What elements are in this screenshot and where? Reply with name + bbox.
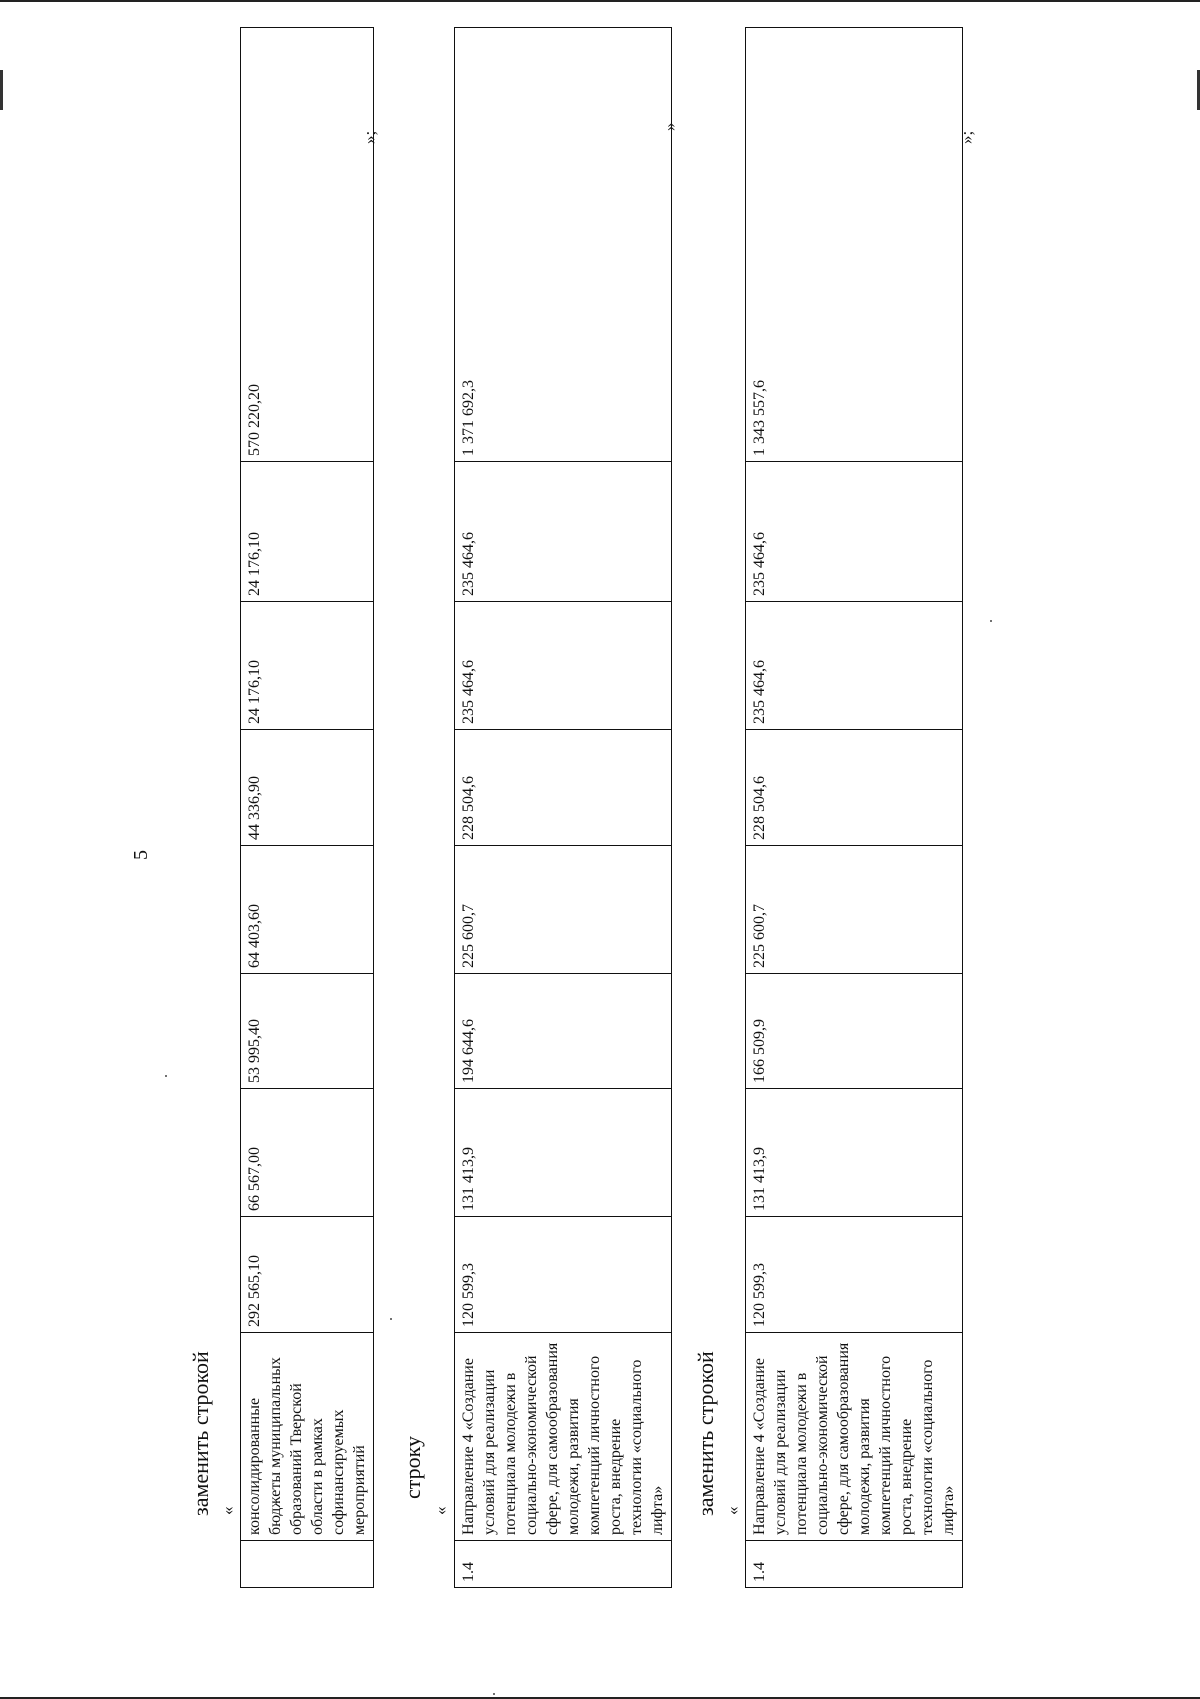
value-cell: 53 995,40	[241, 974, 374, 1089]
row-name: Направление 4 «Создание условий для реализации потенциала молодежи в социально-экономической сфере, для самообразования молодежи, развития компетенций личностного роста, внедрение технологии «социального лифта»	[455, 1333, 672, 1541]
row-name: Направление 4 «Создание условий для реализации потенциала молодежи в социально-экономической сфере, для самообразования молодежи, развития компетенций личностного роста, внедрение технологии «социального лифта»	[746, 1333, 963, 1541]
value-cell: 235 464,6	[455, 602, 672, 730]
value-cell: 64 403,60	[241, 846, 374, 974]
value-cell: 292 565,10	[241, 1217, 374, 1333]
close-quote-3: »;	[957, 130, 976, 144]
close-quote-1: »;	[360, 130, 379, 144]
value-cell: 24 176,10	[241, 602, 374, 730]
value-cell: 235 464,6	[455, 462, 672, 602]
value-cell: 235 464,6	[746, 602, 963, 730]
value-cell: 1 343 557,6	[746, 28, 963, 462]
value-cell: 225 600,7	[455, 846, 672, 974]
open-quote-1: «	[218, 1506, 237, 1515]
close-quote-2: »	[660, 122, 679, 131]
value-cell: 44 336,90	[241, 730, 374, 846]
value-cell: 570 220,20	[241, 28, 374, 462]
budget-table-2	[454, 27, 672, 1588]
value-cell: 120 599,3	[455, 1217, 672, 1333]
row-number: 1.4	[746, 1541, 963, 1588]
value-cell: 66 567,00	[241, 1089, 374, 1217]
table-row	[455, 28, 672, 1588]
instruction-replace-with-row-2: заменить строкой	[693, 1351, 718, 1516]
value-cell: 120 599,3	[746, 1217, 963, 1333]
budget-table-1	[240, 27, 374, 1588]
row-number	[241, 1541, 374, 1588]
value-cell: 166 509,9	[746, 974, 963, 1089]
table-row	[746, 28, 963, 1588]
open-quote-2: «	[431, 1506, 450, 1515]
open-quote-3: «	[723, 1506, 742, 1515]
row-name: консолидированные бюджеты муниципальных образований Тверской области в рамках софинансируемых мероприятий	[241, 1333, 374, 1541]
value-cell: 24 176,10	[241, 462, 374, 602]
value-cell: 1 371 692,3	[455, 28, 672, 462]
instruction-replace-with-row-1: заменить строкой	[188, 1351, 213, 1516]
instruction-row: строку	[400, 1435, 425, 1499]
value-cell: 194 644,6	[455, 974, 672, 1089]
table-row	[241, 28, 374, 1588]
value-cell: 235 464,6	[746, 462, 963, 602]
page-number: 5	[130, 850, 152, 860]
row-number: 1.4	[455, 1541, 672, 1588]
budget-table-3	[745, 27, 963, 1588]
value-cell: 131 413,9	[746, 1089, 963, 1217]
value-cell: 225 600,7	[746, 846, 963, 974]
value-cell: 131 413,9	[455, 1089, 672, 1217]
value-cell: 228 504,6	[746, 730, 963, 846]
value-cell: 228 504,6	[455, 730, 672, 846]
